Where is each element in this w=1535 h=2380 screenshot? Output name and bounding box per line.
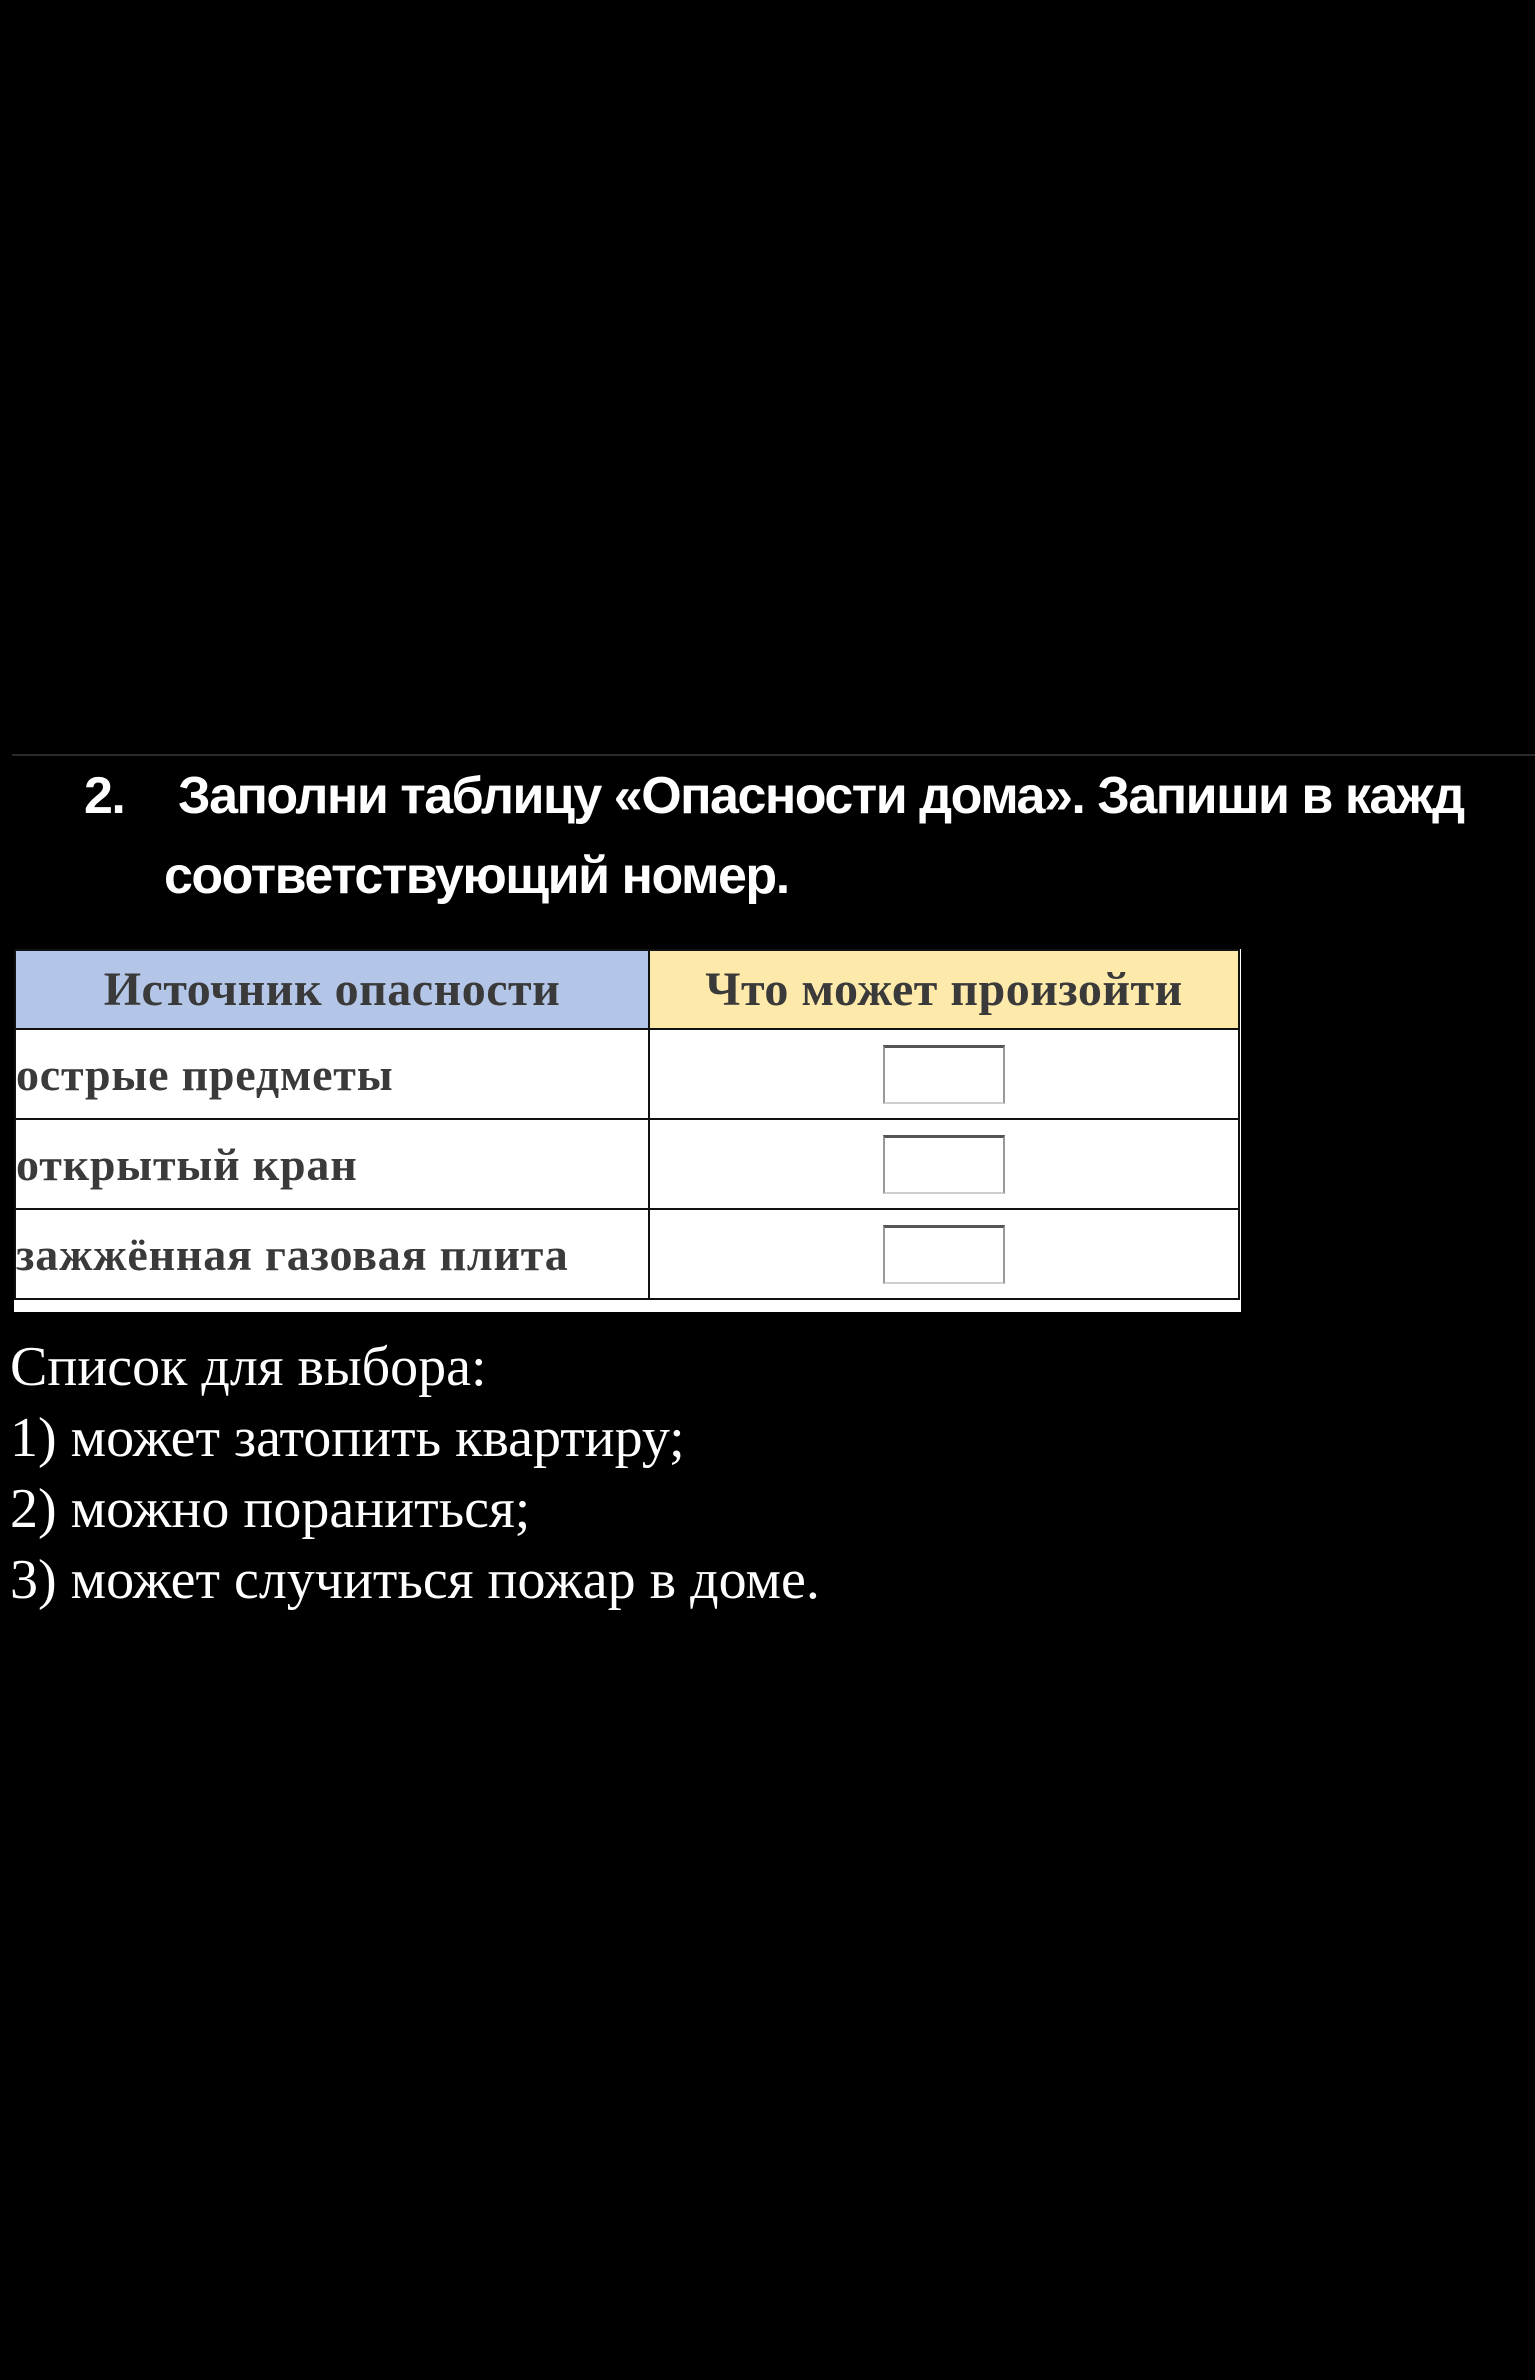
choice-list-heading: Список для выбора: xyxy=(10,1336,487,1398)
table-header-row xyxy=(15,950,1239,1029)
table-bottom-strip xyxy=(14,1300,1241,1310)
hazards-table xyxy=(14,949,1240,1300)
answer-cell xyxy=(649,1119,1239,1209)
task-text-line2: соответствующий номер. xyxy=(164,847,789,905)
answer-input-box[interactable] xyxy=(883,1045,1005,1104)
table-row xyxy=(15,1209,1239,1299)
table-row xyxy=(15,1119,1239,1209)
answer-input-box[interactable] xyxy=(883,1135,1005,1194)
header-source: Источник опасности xyxy=(15,950,649,1029)
table-row xyxy=(15,1029,1239,1119)
choice-item-3: 3) может случиться пожар в доме. xyxy=(10,1549,820,1611)
hazard-source-cell: зажжённая газовая плита xyxy=(15,1209,649,1299)
answer-cell xyxy=(649,1029,1239,1119)
answer-input-box[interactable] xyxy=(883,1225,1005,1284)
choice-item-2: 2) можно пораниться; xyxy=(10,1478,531,1540)
task-text-line1: Заполни таблицу «Опасности дома». Запиши в кажд xyxy=(178,767,1464,825)
task-number: 2. xyxy=(84,767,125,825)
choice-item-1: 1) может затопить квартиру; xyxy=(10,1407,685,1469)
header-result: Что может произойти xyxy=(649,950,1239,1029)
hazard-source-cell: открытый кран xyxy=(15,1119,649,1209)
hazards-table-container xyxy=(14,949,1241,1312)
task-statement xyxy=(0,748,1535,908)
hazard-source-cell: острые предметы xyxy=(15,1029,649,1119)
choice-list xyxy=(10,1332,820,1616)
answer-cell xyxy=(649,1209,1239,1299)
